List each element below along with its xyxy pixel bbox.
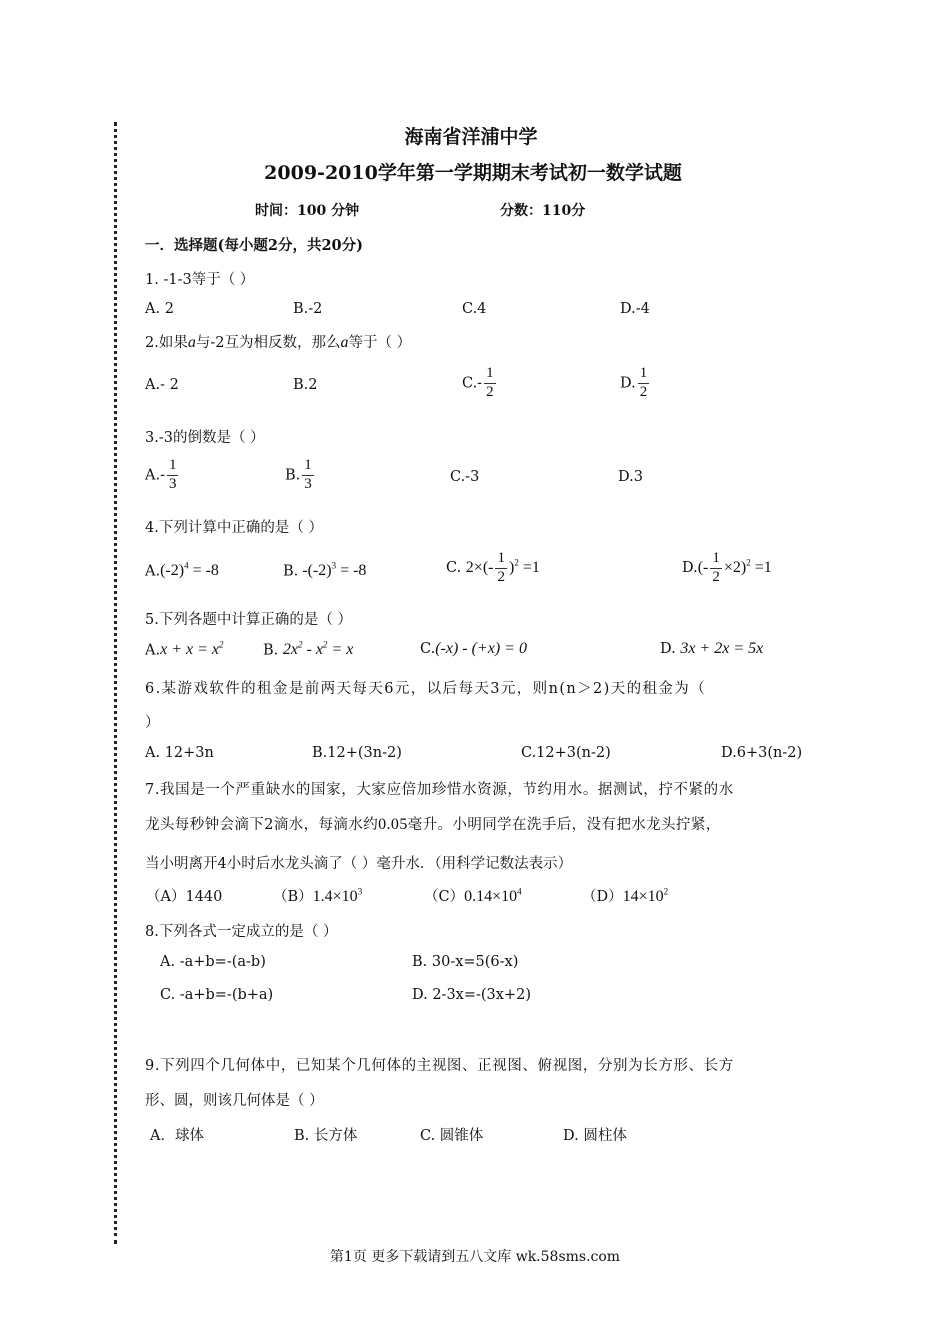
q4-c-post: ): [508, 558, 515, 576]
q9-option-a: A．球体: [150, 1128, 204, 1144]
q7-option-c: [424, 885, 522, 906]
q3-b-fraction: [302, 458, 314, 493]
q8-option-a: A. -a+b=-(a-b): [160, 954, 266, 970]
q9-option-b: B. 长方体: [294, 1128, 358, 1144]
school-title: 海南省洋浦中学: [404, 126, 538, 148]
q2-d-fraction: [638, 366, 650, 401]
q5-b-exponent2: 2: [322, 640, 328, 650]
q4-b-label: B.: [283, 563, 299, 580]
q4-c-rhs: =1: [518, 558, 540, 576]
q5-option-b: [263, 640, 353, 659]
fraction-numerator: 1: [484, 366, 496, 384]
q7-b-expression: [313, 888, 363, 905]
q1-option-b: B.-2: [293, 301, 323, 317]
q2-option-c: [462, 366, 498, 401]
q3-option-c: C.-3: [450, 469, 480, 485]
q7-d-exponent: 2: [663, 886, 669, 897]
q4-c-pre: 2×(-: [465, 558, 494, 576]
q2-option-d: [620, 366, 651, 401]
page-footer: 第1页 更多下载请到五八文库 wk.58sms.com: [329, 1249, 621, 1265]
q5-option-a: [145, 640, 224, 659]
q4-a-base: (-2): [160, 562, 185, 580]
q6-option-d: D.6+3(n-2): [721, 745, 803, 761]
q7-c-base: 0.14×10: [464, 888, 518, 905]
q5-c-expression: (-x) - (+x) = 0: [435, 640, 527, 657]
q4-d-label: D.: [682, 559, 698, 576]
q7-drop-volume: 0.05: [378, 816, 408, 833]
q7-d-label: （D）: [582, 889, 623, 905]
q3-option-d: D.3: [618, 469, 643, 485]
q9-line-2: 形、圆，则该几何体是（ ）: [145, 1093, 324, 1109]
q4-option-c: [446, 551, 540, 586]
fraction-denominator: 3: [304, 475, 312, 492]
q5-a-base: x + x = x: [160, 641, 219, 659]
q5-b-expression: [283, 641, 353, 658]
q8-stem: 8.下列各式一定成立的是（ ）: [145, 924, 338, 940]
q5-b-rhs: = x: [327, 641, 354, 659]
section-heading: 一．选择题(每小题2分，共20分): [145, 237, 363, 254]
q4-d-rhs: =1: [750, 558, 772, 576]
q7-line-3: 当小明离开4小时后水龙头滴了（ ）毫升水．（用科学记数法表示）: [145, 856, 573, 872]
q5-a-exponent: 2: [219, 640, 224, 650]
q4-option-b: [283, 561, 366, 580]
q9-line-1: 9.下列四个几何体中，已知某个几何体的主视图、正视图、俯视图，分别为长方形、长方: [145, 1058, 734, 1074]
q2-c-fraction: [484, 366, 496, 401]
exam-time: 时间：100 分钟: [255, 203, 360, 219]
q7-d-expression: [623, 888, 669, 905]
q6-option-a: A. 12+3n: [145, 745, 214, 761]
fraction-numerator: 1: [710, 551, 722, 569]
q6-option-b: B.12+(3n-2): [312, 745, 402, 761]
q7-option-d: [582, 885, 668, 906]
q2-variable-a: a: [187, 334, 196, 351]
q2-d-prefix: D.: [620, 375, 636, 392]
q3-b-prefix: B.: [285, 467, 301, 484]
q5-a-expression: [160, 641, 223, 658]
q6-stem-continued: ）: [145, 715, 160, 731]
fraction-numerator: 1: [638, 366, 650, 384]
q8-option-b: B. 30-x=5(6-x): [412, 954, 519, 970]
q7-d-base: 14×10: [622, 888, 664, 905]
q5-option-c: [420, 640, 527, 658]
q7-line-2-pre: 龙头每秒钟会滴下2滴水，每滴水约: [145, 817, 379, 833]
q7-b-label: （B）: [273, 889, 313, 905]
q7-b-base: 1.4×10: [312, 888, 358, 905]
q5-b-term2: - x: [302, 641, 323, 659]
q4-d-fraction: [710, 551, 722, 586]
q7-line-2-post: 毫升。小明同学在洗手后，没有把水龙头拧紧，: [407, 817, 721, 833]
q5-b-exponent1: 2: [297, 640, 303, 650]
q7-option-a: （A）1440: [146, 889, 223, 905]
q4-a-exponent: 4: [184, 561, 189, 571]
q4-d-expression: [697, 550, 772, 585]
q5-option-d: [660, 640, 763, 658]
fraction-denominator: 2: [486, 383, 494, 400]
q2-stem-post: 等于（ ）: [348, 335, 412, 351]
fraction-denominator: 3: [168, 475, 177, 492]
q1-stem: 1. -1-3等于（ ）: [145, 272, 255, 288]
q5-d-expression: 3x + 2x = 5x: [680, 640, 764, 657]
q3-stem: 3.-3的倒数是（ ）: [145, 430, 265, 446]
exam-score: 分数：110分: [500, 203, 586, 219]
q7-line-1: 7.我国是一个严重缺水的国家，大家应倍加珍惜水资源，节约用水。据测试，拧不紧的水: [145, 782, 734, 798]
q4-a-expression: [160, 562, 219, 579]
q7-b-exponent: 3: [357, 886, 363, 897]
q6-stem: 6.某游戏软件的租金是前两天每天6元，以后每天3元，则n(n＞2)天的租金为（: [145, 681, 707, 697]
q6-option-c: C.12+3(n-2): [521, 745, 611, 761]
q2-stem-mid: 与-2互为相反数，那么: [195, 335, 341, 351]
q7-c-expression: [464, 888, 522, 905]
q7-c-label: （C）: [424, 889, 465, 905]
q4-c-label: C.: [446, 559, 462, 576]
fraction-numerator: 1: [167, 458, 179, 476]
q4-c-expression: [465, 550, 540, 585]
q1-option-c: C.4: [462, 301, 487, 317]
q3-option-b: [285, 458, 316, 493]
q3-a-prefix: A.-: [145, 467, 165, 484]
fraction-numerator: 1: [495, 551, 507, 569]
q1-option-a: A. 2: [145, 301, 174, 317]
q4-c-fraction: [495, 551, 507, 586]
q4-a-label: A.: [145, 563, 161, 580]
fraction-denominator: 2: [712, 568, 720, 585]
q4-d-pre: (-: [697, 558, 709, 576]
q4-d-exponent: 2: [746, 557, 751, 568]
q4-a-rhs: = -8: [188, 562, 219, 580]
q2-c-prefix: C.-: [462, 375, 483, 392]
fraction-denominator: 2: [497, 568, 505, 585]
fraction-numerator: 1: [302, 458, 314, 476]
q2-stem: [145, 331, 411, 352]
q2-stem-pre: 2.如果: [145, 335, 188, 351]
q8-option-d: D. 2-3x=-(3x+2): [412, 987, 531, 1003]
q5-b-term1: 2x: [282, 641, 298, 659]
fraction-denominator: 2: [639, 383, 648, 400]
q2-option-b: B.2: [293, 377, 318, 393]
q7-option-b: [273, 885, 362, 906]
q7-line-2: [145, 813, 721, 834]
q4-b-exponent: 3: [331, 561, 337, 571]
q4-b-expression: [298, 562, 366, 579]
q1-option-d: D.-4: [620, 301, 650, 317]
q7-c-exponent: 4: [517, 886, 522, 897]
q4-b-rhs: = -8: [336, 562, 367, 580]
q9-option-c: C. 圆锥体: [420, 1128, 484, 1144]
q5-a-label: A.: [145, 642, 161, 659]
q4-option-a: [145, 561, 219, 580]
q4-b-base: -(-2): [302, 562, 332, 580]
q3-option-a: [145, 458, 180, 493]
q4-stem: 4.下列计算中正确的是（ ）: [145, 520, 323, 536]
q2-option-a: A.- 2: [145, 377, 179, 393]
q3-a-fraction: [167, 458, 179, 493]
q4-d-post: ×2): [723, 558, 747, 576]
q8-option-c: C. -a+b=-(b+a): [160, 987, 274, 1003]
binding-margin-dotted-line: [114, 122, 117, 1244]
q9-option-d: D. 圆柱体: [563, 1128, 627, 1144]
q5-b-label: B.: [263, 642, 279, 659]
exam-title: 2009-2010学年第一学期期末考试初一数学试题: [264, 162, 682, 184]
q2-variable-a-2: a: [340, 334, 349, 351]
q4-option-d: [682, 551, 772, 586]
q4-c-exponent: 2: [514, 557, 519, 568]
q5-stem: 5.下列各题中计算正确的是（ ）: [145, 612, 352, 628]
q5-c-label: C.: [420, 641, 436, 657]
q5-d-label: D.: [660, 641, 676, 657]
